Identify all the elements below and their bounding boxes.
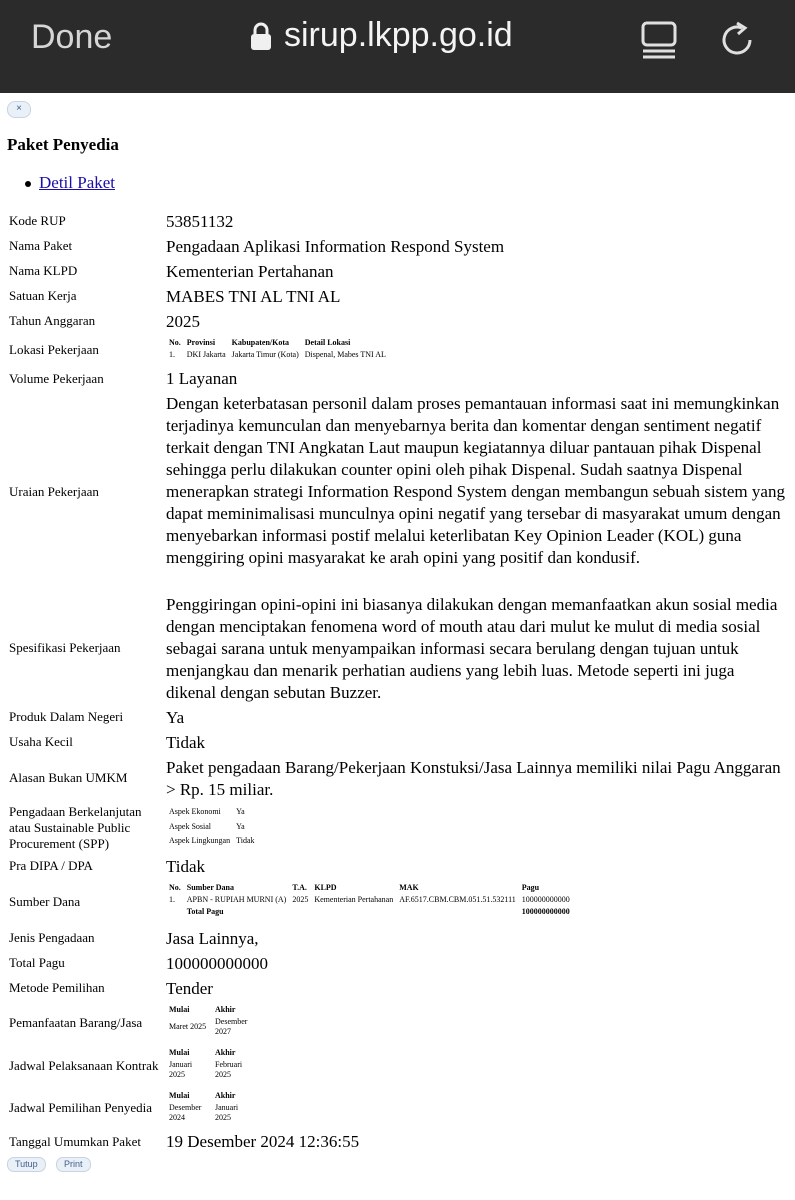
label-metode-pemilihan: Metode Pemilihan [9, 980, 105, 995]
label-usaha-kecil: Usaha Kecil [9, 734, 73, 749]
jadwal-kontrak-mulai: Januari 2025 [169, 1060, 193, 1079]
sd-header-ta: T.A. [292, 883, 307, 892]
sd-header-no: No. [169, 883, 181, 892]
value-kode-rup: 53851132 [166, 212, 234, 231]
lokasi-no: 1. [169, 350, 175, 359]
jadwal-kontrak-akhir: Februari 2025 [215, 1060, 243, 1079]
detil-paket-link[interactable]: Detil Paket [39, 173, 116, 192]
tutup-button[interactable]: Tutup [7, 1157, 46, 1172]
value-produk-dalam-negeri: Ya [166, 708, 185, 727]
lokasi-header-provinsi: Provinsi [186, 338, 216, 347]
label-volume: Volume Pekerjaan [9, 371, 104, 386]
value-tahun-anggaran: 2025 [166, 312, 200, 331]
jadwal-pemilihan-header-row [166, 1090, 258, 1102]
sumber-dana-table [166, 882, 573, 918]
label-kode-rup: Kode RUP [9, 213, 66, 228]
label-jadwal-pemilihan: Jadwal Pemilihan Penyedia [9, 1100, 152, 1115]
sd-total-spacer [289, 906, 311, 918]
jadwal-kontrak-header-akhir: Akhir [215, 1048, 236, 1057]
jadwal-pemilihan-header-mulai: Mulai [169, 1091, 190, 1100]
lokasi-provinsi: DKI Jakarta [186, 350, 226, 359]
label-alasan-bukan-umkm: Alasan Bukan UMKM [9, 770, 128, 785]
sd-total-spacer [311, 906, 396, 918]
spp-table [166, 806, 258, 847]
value-volume: 1 Layanan [166, 369, 238, 388]
spp-nilai: Ya [236, 807, 245, 816]
address-bar[interactable] [250, 16, 513, 55]
pemanfaatan-header-row [166, 1004, 258, 1016]
label-jadwal-kontrak: Jadwal Pelaksanaan Kontrak [9, 1058, 159, 1073]
label-total-pagu: Total Pagu [9, 955, 65, 970]
label-satuan-kerja: Satuan Kerja [9, 288, 77, 303]
sd-total-spacer [396, 906, 519, 918]
value-uraian: Dengan keterbatasan personil dalam proses pemantauan informasi saat ini memungkinkan terjadinya kemunculan dan menyebarnya berita dan komentar dengan sentiment negatif terkait dengan TNI Angkatan Laut maupun kegiatannya diluar pantauan pihak Dispenal sehingga perlu dilakukan counter opini oleh pihak Dispenal. Sudah saatnya Dispenal menerapkan strategi Information Respond System dengan membangun sebuah sistem yang dapat meminimalisasi munculnya opini negatif yang tersebar di masyarakat umum dengan menyebarkan informasi postif melalui keterlibatan Key Opinion Leader (KOL) guna menggiring opini masyarakat ke arah opini yang positif dan kondusif. [166, 394, 785, 567]
sd-no: 1. [169, 895, 175, 904]
lokasi-header-kabupaten: Kabupaten/Kota [231, 338, 289, 347]
spp-row [166, 818, 258, 833]
spp-nilai: Tidak [236, 836, 255, 845]
value-pra-dipa: Tidak [166, 857, 206, 876]
pemanfaatan-table [166, 1004, 258, 1038]
jadwal-pemilihan-mulai: Desember 2024 [169, 1103, 202, 1122]
jadwal-kontrak-row [166, 1059, 258, 1081]
jadwal-kontrak-table [166, 1047, 258, 1081]
url-text: sirup.lkpp.go.id [284, 16, 513, 54]
sd-total-spacer [166, 906, 184, 918]
sd-klpd: Kementerian Pertahanan [314, 895, 394, 904]
label-pemanfaatan: Pemanfaatan Barang/Jasa [9, 1015, 143, 1030]
jadwal-pemilihan-row [166, 1102, 258, 1124]
browser-toolbar [0, 0, 795, 93]
sd-total-value: 100000000000 [521, 907, 570, 916]
label-lokasi: Lokasi Pekerjaan [9, 342, 99, 357]
label-nama-klpd: Nama KLPD [9, 263, 78, 278]
lokasi-header-no: No. [169, 338, 181, 347]
sumber-dana-row [166, 894, 573, 906]
pemanfaatan-mulai: Maret 2025 [169, 1022, 207, 1031]
sd-header-mak: MAK [399, 883, 419, 892]
value-jenis-pengadaan: Jasa Lainnya, [166, 929, 259, 948]
lokasi-detail: Dispenal, Mabes TNI AL [304, 350, 386, 359]
label-tanggal-umumkan: Tanggal Umumkan Paket [9, 1134, 141, 1149]
spp-aspek: Aspek Ekonomi [169, 807, 221, 816]
sumber-dana-total-row [166, 906, 573, 918]
label-tahun-anggaran: Tahun Anggaran [9, 313, 96, 328]
detil-paket-list-item [25, 173, 115, 193]
lokasi-row [166, 349, 389, 361]
value-alasan-bukan-umkm: Paket pengadaan Barang/Pekerjaan Konstuksi/Jasa Lainnya memiliki nilai Pagu Anggaran > Rp. 15 miliar. [166, 758, 781, 799]
spp-row [166, 833, 258, 847]
lock-icon [250, 21, 272, 51]
sd-header-sumber: Sumber Dana [186, 883, 234, 892]
close-button[interactable]: × [7, 101, 31, 118]
lokasi-table [166, 337, 389, 361]
label-spesifikasi: Spesifikasi Pekerjaan [9, 640, 121, 655]
spp-aspek: Aspek Sosial [169, 822, 211, 831]
value-nama-paket: Pengadaan Aplikasi Information Respond System [166, 237, 505, 256]
jadwal-kontrak-header-row [166, 1047, 258, 1059]
label-pra-dipa: Pra DIPA / DPA [9, 858, 93, 873]
pemanfaatan-header-mulai: Mulai [169, 1005, 190, 1014]
pemanfaatan-row [166, 1016, 258, 1038]
value-satuan-kerja: MABES TNI AL TNI AL [166, 287, 341, 306]
reader-view-icon[interactable] [640, 20, 680, 60]
print-button[interactable]: Print [56, 1157, 91, 1172]
value-tanggal-umumkan: 19 Desember 2024 12:36:55 [166, 1132, 360, 1151]
lokasi-header-row [166, 337, 389, 349]
sd-ta: 2025 [292, 895, 309, 904]
label-uraian: Uraian Pekerjaan [9, 484, 99, 499]
spp-row [166, 806, 258, 818]
value-nama-klpd: Kementerian Pertahanan [166, 262, 334, 281]
jadwal-pemilihan-table [166, 1090, 258, 1124]
value-usaha-kecil: Tidak [166, 733, 206, 752]
value-spesifikasi: Penggiringan opini-opini ini biasanya dilakukan dengan memanfaatkan akun sosial media dengan menciptakan fenomena word of mouth atau dari mulut ke mulut di media sosial sebagai sarana untuk menyampaikan informasi secara berulang dengan tujuan untuk menjangkau dan menarik perhatian audiens yang lebih luas. Metode seperti ini juga dikenal dengan sebutan Buzzer. [166, 595, 778, 702]
pemanfaatan-akhir: Desember 2027 [215, 1017, 248, 1036]
spp-aspek: Aspek Lingkungan [169, 836, 231, 845]
jadwal-pemilihan-akhir: Januari 2025 [215, 1103, 239, 1122]
sd-sumber: APBN - RUPIAH MURNI (A) [186, 895, 287, 904]
label-jenis-pengadaan: Jenis Pengadaan [9, 930, 95, 945]
sd-header-pagu: Pagu [521, 883, 540, 892]
label-produk-dalam-negeri: Produk Dalam Negeri [9, 709, 124, 724]
label-sumber-dana: Sumber Dana [9, 894, 81, 909]
sumber-dana-header-row [166, 882, 573, 894]
label-spp: Pengadaan Berkelanjutan atau Sustainable Public Procurement (SPP) [9, 804, 142, 851]
value-metode-pemilihan: Tender [166, 979, 213, 998]
sd-header-klpd: KLPD [314, 883, 337, 892]
pemanfaatan-header-akhir: Akhir [215, 1005, 236, 1014]
lokasi-header-detail: Detail Lokasi [304, 338, 351, 347]
lokasi-kabupaten: Jakarta Timur (Kota) [231, 350, 299, 359]
sd-mak: AF.6517.CBM.CBM.051.51.532111 [399, 895, 516, 904]
value-total-pagu: 100000000000 [166, 954, 268, 973]
page-title: Paket Penyedia [7, 135, 119, 154]
sd-total-label: Total Pagu [186, 907, 224, 916]
sd-pagu: 100000000000 [521, 895, 570, 904]
jadwal-kontrak-header-mulai: Mulai [169, 1048, 190, 1057]
spp-nilai: Ya [236, 822, 245, 831]
jadwal-pemilihan-header-akhir: Akhir [215, 1091, 236, 1100]
reload-icon[interactable] [718, 20, 758, 60]
bullet-icon [25, 181, 31, 187]
done-button[interactable]: Done [31, 18, 113, 56]
label-nama-paket: Nama Paket [9, 238, 73, 253]
